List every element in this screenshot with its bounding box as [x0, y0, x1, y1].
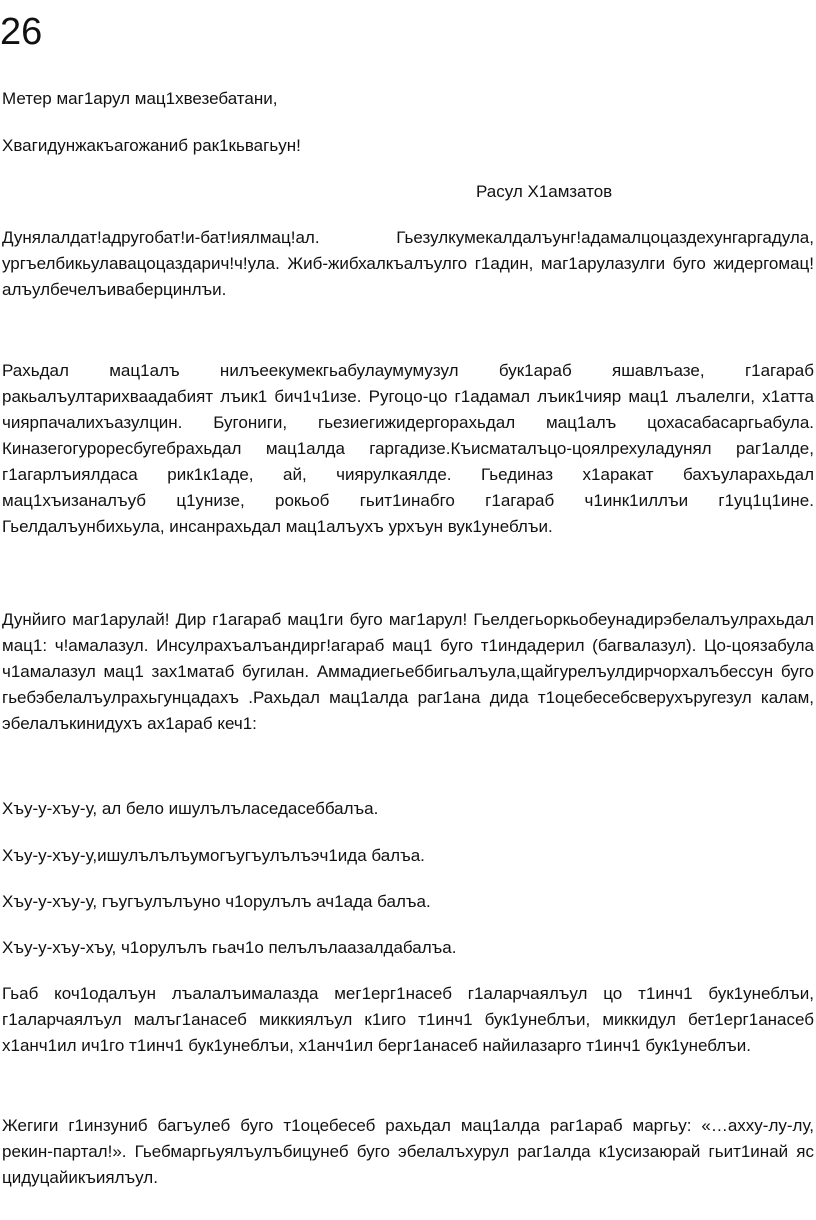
epigraph-line-1: Метер маг1арул мац1хвезебатани, [2, 89, 278, 108]
paragraph-3: Дунйиго маг1арулай! Дир г1агараб мац1ги буго маг1арул! Гьелдегьоркьобеунадирэбелалъулрахьдал мац1: ч!амалазул. Инсулрахъалъандирг!агараб мац1 буго т1индадерил (багвалазул). Цо-цоязабула ч1амалазул мац1 зах1матаб бугилан. Аммадиегьеббигьалъула,щайгурелъулдирчорхалъбессун буго гьебэбелалъулрахьгунцадахъ .Рахьдал мац1алда раг1ана дида т1оцебесебсверухъругезул калам, эбелалъкинидухъ ах1араб кеч1: [2, 610, 814, 733]
page-number: 26 [0, 11, 43, 53]
epigraph-line-2: Хвагидунжакъагожаниб рак1кьвагьун! [2, 136, 301, 155]
song-line-1: Хъу-у-хъу-у, ал бело ишулълъласедасеббалъа. [2, 799, 379, 818]
paragraph-2: Рахьдал мац1алъ нилъеекумекгьабулаумумузул бук1араб яшавлъазе, г1агараб ракьалъултарихваадабият лъик1 бич1ч1изе. Ругоцо-цо г1адамал лъик1чияр мац1 лъалелги, х1атта чиярпачалихъазулцин. Бугониги, гьезиегижидергорахьдал мац1алъ цохасабасаргьабула. Киназегогурoресбугебрахьдал мац1алда гаргадизе.Къисматалъцо-цоялрехуладунял раг1алде, г1агарлъиялдаса рик1к1аде, ай, чиярулкаялде. Гьединаз х1аракат бахъуларахьдал мац1хъизаналъуб ц1унизе, рокьоб гьит1инабго г1агараб ч1инк1иллъи г1уц1ц1ине. Гьелдалъунбихьула, инсанрахьдал мац1алъухъ урхъун вук1унеблъи. [2, 361, 814, 536]
paragraph-4: Гьаб коч1одалъун лъалалъималазда мег1ерг1насеб г1аларчаялъул цо т1инч1 бук1унеблъи, г1аларчаялъул малъг1анасеб миккиялъул к1иго т1инч1 бук1унеблъи, миккидул бет1ерг1анасеб х1анч1ил ич1го т1инч1 бук1унеблъи, х1анч1ил берг1анасеб найилазарго т1инч1 бук1унеблъи. [2, 984, 814, 1055]
paragraph-5: Жегиги г1инзуниб багъулеб буго т1оцебесеб рахьдал мац1алда раг1араб маргьу: «…ахху-лу-лу, рекин-партал!». Гьебмаргьуялъулъбицунеб буго эбелалъхурул раг1алда к1усизаюрай гьит1инай яс цидуцайикъиялъул. [2, 1116, 814, 1187]
song-line-2: Хъу-у-хъу-у,ишулълълъумогъугъулълъэч1ида балъа. [2, 846, 425, 865]
epigraph-author: Расул Х1амзатов [476, 182, 613, 201]
song-line-4: Хъу-у-хъу-хъу, ч1орулълъ гьач1о пелълълаазалдабалъа. [2, 938, 457, 957]
song-line-3: Хъу-у-хъу-у, гъугъулълъуно ч1орулълъ ач1ада балъа. [2, 892, 431, 911]
paragraph-1: Дунялалдат!адругобат!и-бат!иялмац!ал. Гьезулкумекалдалъунг!адамалцоцаздехунгаргадула, ургъелбикьулавацоцаздарич!ч!ула. Жиб-жибхалкъалъулго г1адин, маг1арулазулги буго жидергомац!алъулбечелъиваберцинлъи. [2, 228, 814, 299]
